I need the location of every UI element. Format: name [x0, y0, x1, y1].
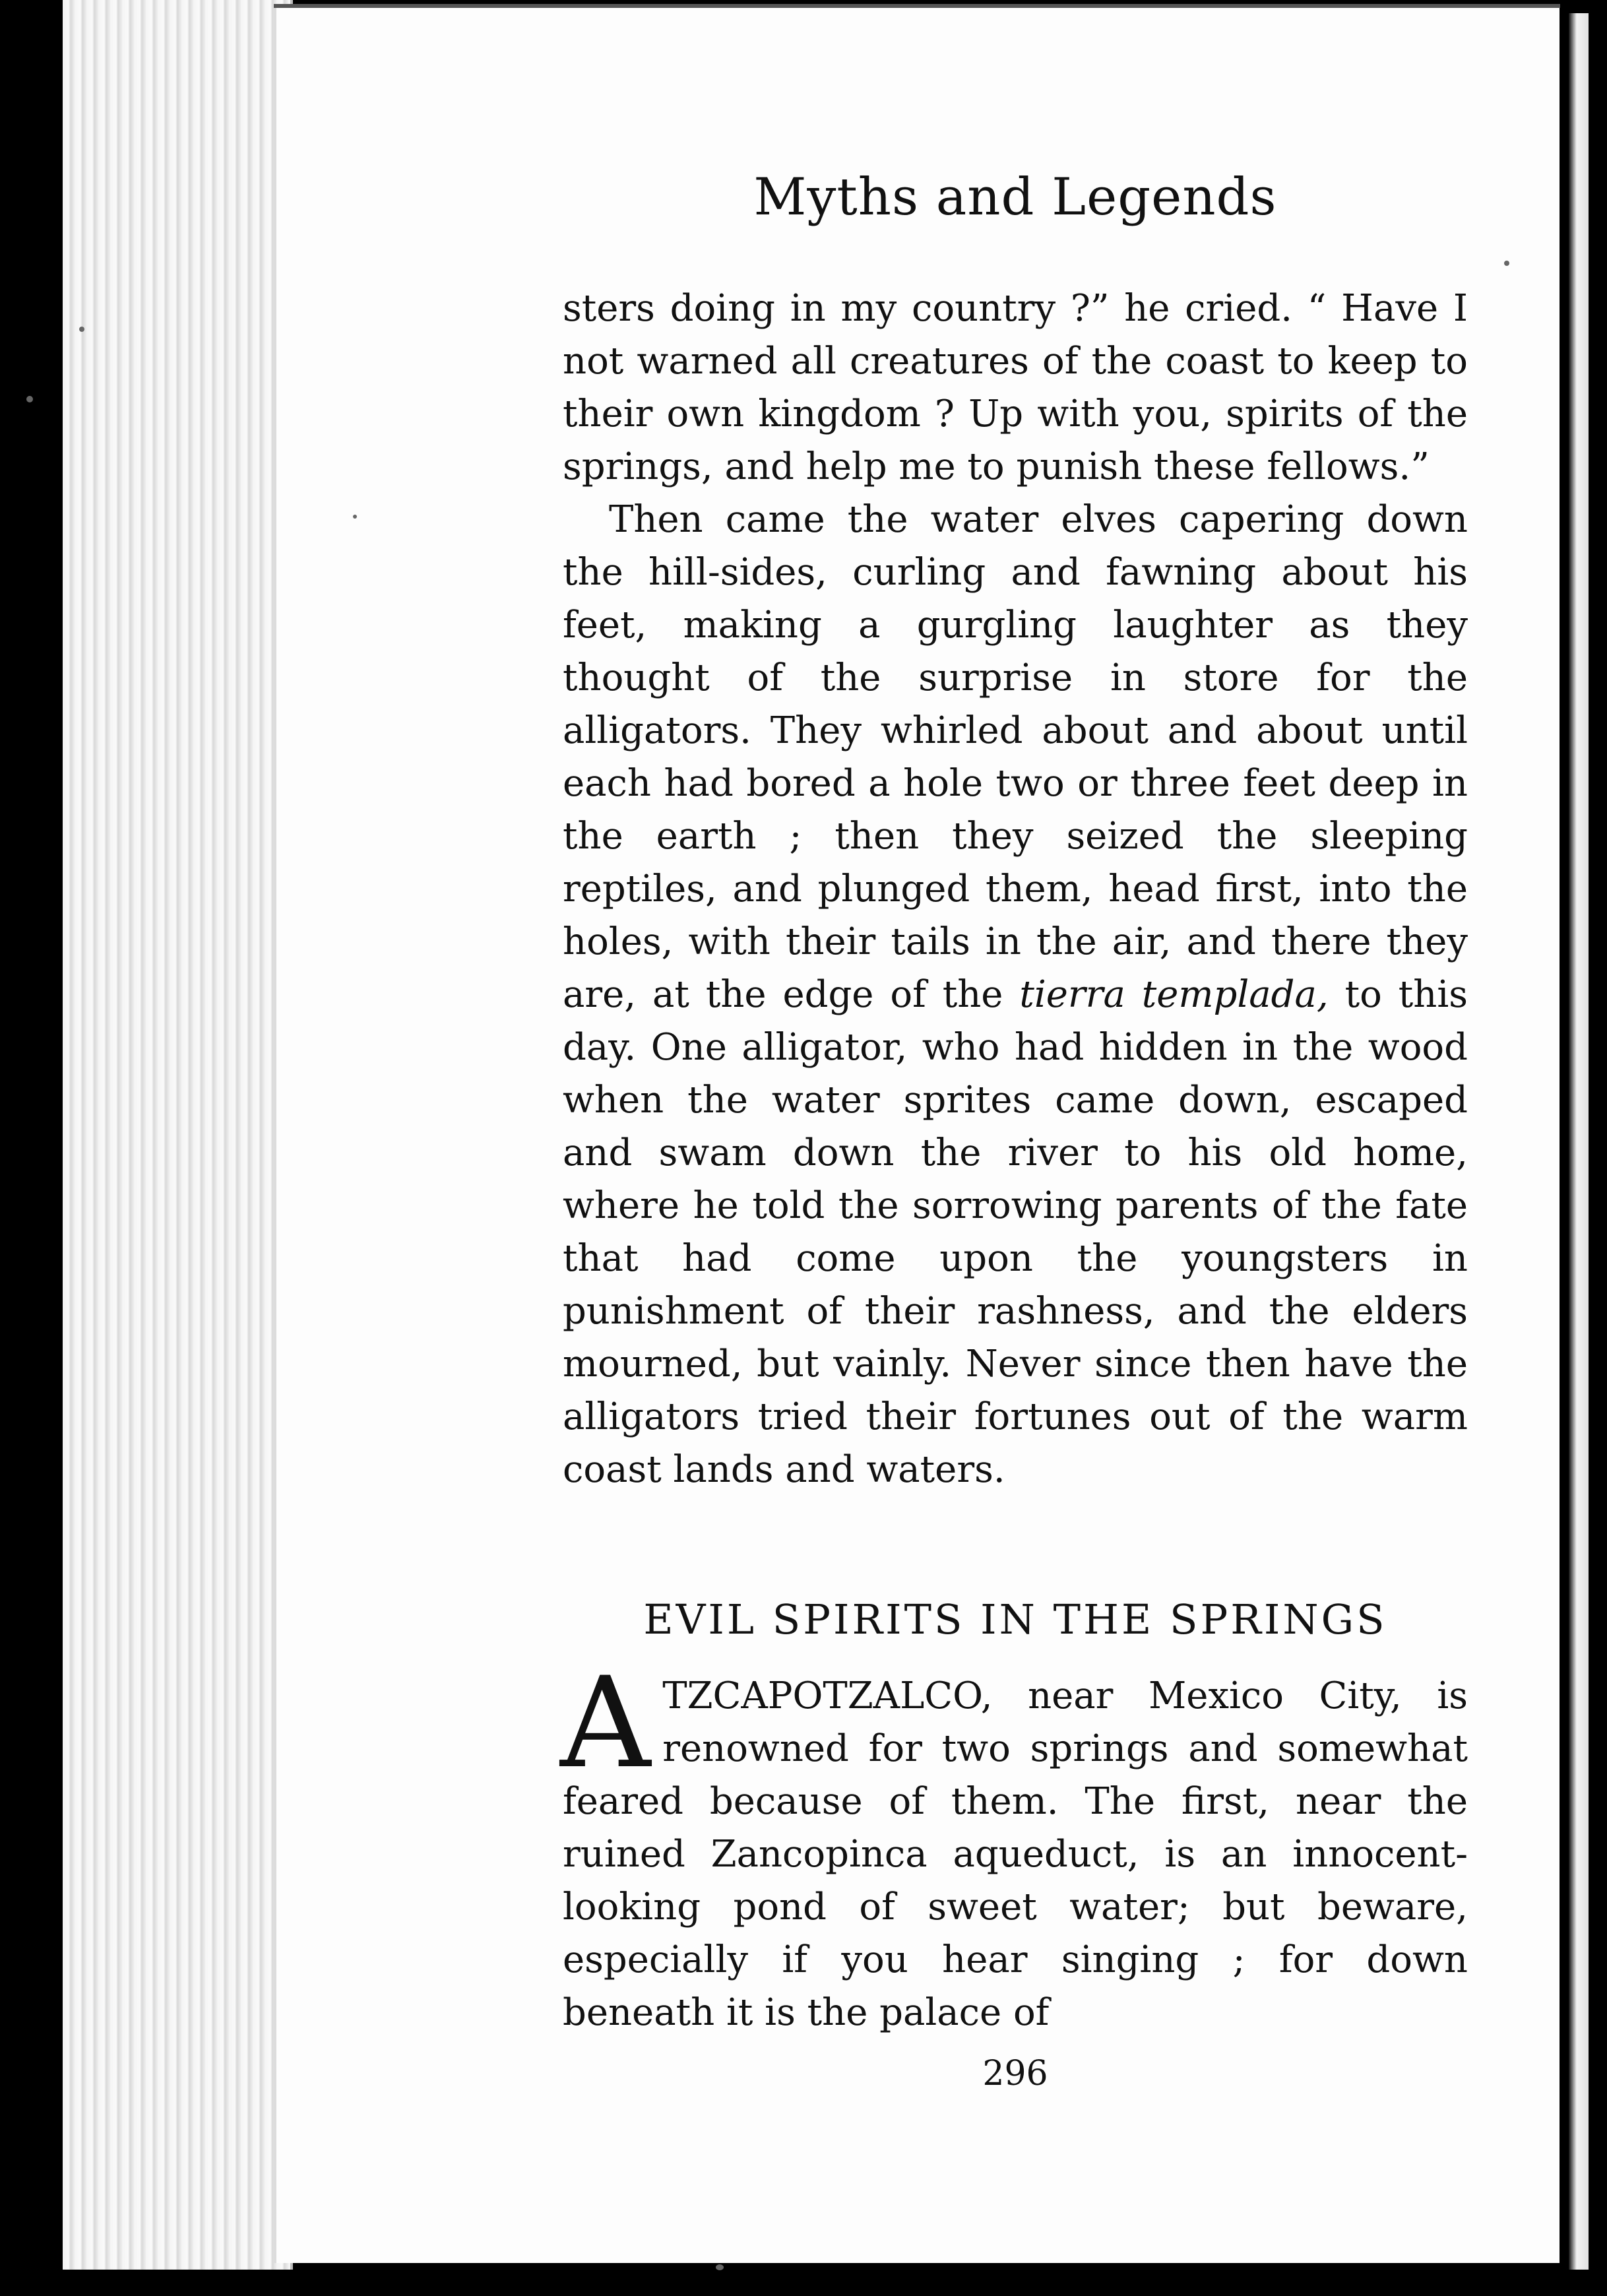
page-number: 296 — [982, 2054, 1048, 2093]
facing-page-sliver — [1569, 13, 1589, 2270]
paragraph-continuation: sters doing in my country ?” he cried. “ Have I not warned all creatures of the coast to keep to their own kingdom ? Up with you, spirits of the springs, and help me to punish these fellows.” — [563, 287, 1468, 488]
dust-speck — [353, 515, 357, 519]
dust-speck — [1504, 261, 1509, 266]
section-paragraph — [560, 1650, 1468, 2039]
dust-speck — [79, 327, 84, 332]
running-head: Myths and Legends — [753, 168, 1277, 227]
page-top-edge — [274, 4, 1560, 8]
text-block — [560, 168, 1468, 2093]
italic-phrase: tierra templada, — [1019, 973, 1329, 1016]
drop-cap: A — [560, 1650, 651, 1796]
dust-speck — [26, 396, 33, 402]
section-paragraph-text: TZCAPOTZALCO, near Mexico City, is renowned for two springs and somewhat feared because of them. The first, near the ruined Zancopinca aqueduct, is an innocent-looking pond of sweet water; but beware, especially if you hear singing ; for down beneath it is the palace of — [563, 1674, 1468, 2034]
section-heading: EVIL SPIRITS IN THE SPRINGS — [643, 1595, 1387, 1643]
paragraph-text: to this day. One alligator, who had hidden in the wood when the water sprites came down, escaped and swam down the river to his old home, where he told the sorrowing parents of the fate that had come upon the youngsters in punishment of their rashness, and the elders mourned, but vainly. Never since then have the alligators tried their fortunes out of the warm coast lands and waters. — [563, 973, 1468, 1491]
facing-page-edge — [1563, 0, 1607, 2296]
paragraph-water-elves — [563, 494, 1468, 1496]
paragraph-text: Then came the water elves capering down the hill-sides, curling and fawning about his feet, making a gurgling laughter as they thought of the surprise in store for the alligators. They whirled about and about until each had bored a hole two or three feet deep in the earth ; then they seized the sleeping reptiles, and plunged them, head first, into the holes, with their tails in the air, and there they are, at the edge of the — [563, 498, 1468, 1016]
dust-speck — [716, 2264, 724, 2270]
page-edge-stack — [63, 0, 293, 2270]
